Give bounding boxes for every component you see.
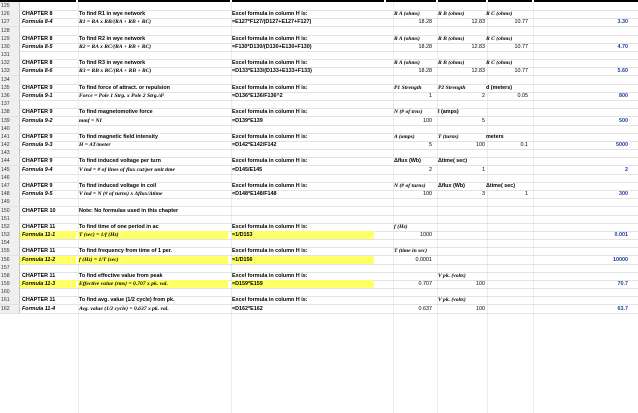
formula-cell[interactable]: Excel formula in column H is: xyxy=(232,182,308,189)
chapter-cell[interactable]: Formula 8-5 xyxy=(22,43,53,50)
param-label-e[interactable]: V pk. (volts) xyxy=(438,297,466,304)
table-row xyxy=(0,231,638,239)
chapter-cell[interactable]: CHAPTER 8 xyxy=(22,35,53,42)
row-number[interactable]: 160 xyxy=(0,288,20,296)
description-cell[interactable]: To find avg. value (1/2 cycle) from pk. xyxy=(79,297,175,304)
chapter-cell[interactable]: Formula 9-1 xyxy=(22,92,53,99)
table-row xyxy=(0,288,638,296)
row-number[interactable]: 145 xyxy=(0,166,20,174)
table-row xyxy=(0,280,638,288)
table-row xyxy=(0,149,638,157)
value-f[interactable]: 0.05 xyxy=(517,92,528,99)
row-number[interactable]: 137 xyxy=(0,100,20,108)
chapter-cell[interactable]: CHAPTER 11 xyxy=(22,223,56,230)
row-number[interactable]: 133 xyxy=(0,67,20,75)
result-h[interactable]: 2 xyxy=(625,166,628,173)
formula-cell[interactable]: =1/D153 xyxy=(232,232,253,239)
row-number[interactable]: 141 xyxy=(0,133,20,141)
description-cell[interactable]: To find R1 in wye network xyxy=(79,11,146,18)
result-h[interactable]: 500 xyxy=(619,117,628,124)
chapter-cell[interactable]: Formula 11-4 xyxy=(22,305,56,312)
table-row xyxy=(0,108,638,116)
table-row xyxy=(0,141,638,149)
table-row xyxy=(0,296,638,304)
param-label-d[interactable]: A (amps) xyxy=(394,133,415,140)
table-row xyxy=(0,43,638,51)
description-cell[interactable]: To find R2 in wye network xyxy=(79,35,146,42)
row-number[interactable]: 127 xyxy=(0,18,20,26)
description-cell[interactable]: Note: No formulas used in this chapter xyxy=(79,207,179,214)
row-number[interactable]: 129 xyxy=(0,35,20,43)
formula-cell[interactable]: =D139*E139 xyxy=(232,117,263,124)
formula-cell[interactable]: =F130*D130/(D130+E130+F130) xyxy=(232,43,312,50)
formula-cell[interactable]: Excel formula in column H is: xyxy=(232,133,308,140)
formula-cell[interactable]: Excel formula in column H is: xyxy=(232,109,308,116)
param-label-d[interactable]: Δflux (Wb) xyxy=(394,158,421,165)
table-row xyxy=(0,51,638,59)
table-row xyxy=(0,117,638,125)
value-d[interactable]: 100 xyxy=(423,191,432,198)
table-row xyxy=(0,92,638,100)
chapter-cell[interactable]: CHAPTER 9 xyxy=(22,84,53,91)
value-e[interactable]: 12.83 xyxy=(471,43,485,50)
value-e[interactable]: 100 xyxy=(476,305,485,312)
row-number[interactable]: 126 xyxy=(0,10,20,18)
description-cell[interactable]: To find time of one period in ac xyxy=(79,223,159,230)
value-d[interactable]: 0.707 xyxy=(418,281,432,288)
param-label-e[interactable]: R B (ohms) xyxy=(438,35,465,42)
result-h[interactable]: 10000 xyxy=(613,256,628,263)
result-h[interactable]: 63.7 xyxy=(617,305,628,312)
value-d[interactable]: 0.637 xyxy=(418,305,432,312)
formula-cell[interactable]: Excel formula in column H is: xyxy=(232,35,308,42)
row-number[interactable]: 151 xyxy=(0,215,20,223)
table-row xyxy=(0,100,638,108)
row-number[interactable]: 128 xyxy=(0,27,20,35)
chapter-cell[interactable]: Formula 11-3 xyxy=(22,281,56,288)
row-number[interactable]: 125 xyxy=(0,2,20,10)
row-number[interactable]: 143 xyxy=(0,149,20,157)
chapter-cell[interactable]: CHAPTER 11 xyxy=(22,297,56,304)
description-cell[interactable]: R3 = RB x RC/(RA + RB + RC) xyxy=(79,68,152,75)
table-row xyxy=(0,67,638,75)
chapter-cell[interactable]: CHAPTER 9 xyxy=(22,133,53,140)
param-label-f[interactable]: Δtime( sec) xyxy=(486,182,516,189)
value-d[interactable]: 18.28 xyxy=(418,68,432,75)
result-h[interactable]: 70.7 xyxy=(617,281,628,288)
row-number[interactable]: 135 xyxy=(0,84,20,92)
param-label-d[interactable]: P1 Strength xyxy=(394,84,422,91)
description-cell[interactable]: R2 = RA x RC/(RA + RB + RC) xyxy=(79,43,152,50)
table-row xyxy=(0,207,638,215)
chapter-cell[interactable]: CHAPTER 10 xyxy=(22,207,56,214)
row-number[interactable]: 138 xyxy=(0,108,20,116)
param-label-d[interactable]: R A (ohms) xyxy=(394,60,420,67)
chapter-cell[interactable]: CHAPTER 11 xyxy=(22,248,56,255)
row-number[interactable]: 146 xyxy=(0,174,20,182)
value-e[interactable]: 12.83 xyxy=(471,68,485,75)
result-h[interactable]: 5000 xyxy=(616,142,628,149)
param-label-e[interactable]: P2 Strength xyxy=(438,84,466,91)
formula-cell[interactable]: =1/D156 xyxy=(232,256,253,263)
chapter-cell[interactable]: Formula 11-2 xyxy=(22,256,56,263)
table-row xyxy=(0,166,638,174)
row-number[interactable]: 157 xyxy=(0,264,20,272)
param-label-f[interactable]: R C (ohms) xyxy=(486,11,513,18)
row-number[interactable]: 139 xyxy=(0,117,20,125)
description-cell[interactable]: To find magnetomotive force xyxy=(79,109,153,116)
chapter-cell[interactable]: CHAPTER 9 xyxy=(22,109,53,116)
value-e[interactable]: 5 xyxy=(482,117,485,124)
table-row xyxy=(0,247,638,255)
row-number[interactable]: 156 xyxy=(0,256,20,264)
value-e[interactable]: 100 xyxy=(476,142,485,149)
row-number[interactable]: 150 xyxy=(0,207,20,215)
row-number[interactable]: 155 xyxy=(0,247,20,255)
param-label-e[interactable]: R B (ohms) xyxy=(438,11,465,18)
value-d[interactable]: 2 xyxy=(429,166,432,173)
chapter-cell[interactable]: CHAPTER 8 xyxy=(22,11,53,18)
value-d[interactable]: 0.0001 xyxy=(415,256,432,263)
formula-cell[interactable]: =D159*E159 xyxy=(232,281,263,288)
description-cell[interactable]: Avg. value (1/2 cycle) = 0.637 x pk. val. xyxy=(79,305,169,312)
value-d[interactable]: 100 xyxy=(423,117,432,124)
table-row xyxy=(0,10,638,18)
table-row xyxy=(0,223,638,231)
formula-cell[interactable]: =D145/E145 xyxy=(232,166,263,173)
value-d[interactable]: 18.28 xyxy=(418,43,432,50)
formula-cell[interactable]: Excel formula in column H is: xyxy=(232,272,308,279)
row-number[interactable]: 152 xyxy=(0,223,20,231)
description-cell[interactable]: R1 = RA x RB/(RA + RB + RC) xyxy=(79,19,152,26)
value-d[interactable]: 1 xyxy=(429,92,432,99)
table-row xyxy=(0,133,638,141)
row-number[interactable]: 161 xyxy=(0,296,20,304)
table-row xyxy=(0,84,638,92)
value-d[interactable]: 1000 xyxy=(420,232,432,239)
row-number[interactable]: 153 xyxy=(0,231,20,239)
row-number[interactable]: 144 xyxy=(0,157,20,165)
table-row xyxy=(0,272,638,280)
table-row xyxy=(0,215,638,223)
formula-cell[interactable]: =D162*E162 xyxy=(232,305,263,312)
value-e[interactable]: 2 xyxy=(482,92,485,99)
formula-cell[interactable]: Excel formula in column H is: xyxy=(232,84,308,91)
value-f[interactable]: 1 xyxy=(525,191,528,198)
value-e[interactable]: 100 xyxy=(476,281,485,288)
description-cell[interactable]: To find frequency from time of 1 per. xyxy=(79,248,173,255)
chapter-cell[interactable]: CHAPTER 9 xyxy=(22,182,53,189)
description-cell[interactable]: To find R3 in wye network xyxy=(79,60,146,67)
description-cell[interactable]: To find effective value from peak xyxy=(79,272,163,279)
description-cell[interactable]: To find induced voltage in coil xyxy=(79,182,157,189)
chapter-cell[interactable]: CHAPTER 8 xyxy=(22,60,53,67)
formula-cell[interactable]: Excel formula in column H is: xyxy=(232,223,308,230)
row-number[interactable]: 131 xyxy=(0,51,20,59)
value-e[interactable]: 1 xyxy=(482,166,485,173)
result-h[interactable]: 800 xyxy=(619,92,628,99)
row-number[interactable]: 159 xyxy=(0,280,20,288)
row-number[interactable]: 134 xyxy=(0,76,20,84)
value-d[interactable]: 18.28 xyxy=(418,19,432,26)
chapter-cell[interactable]: CHAPTER 9 xyxy=(22,158,53,165)
formula-cell[interactable]: Excel formula in column H is: xyxy=(232,158,308,165)
param-label-e[interactable]: T (turns) xyxy=(438,133,459,140)
formula-cell[interactable]: =D133*E133/(D133+E133+F133) xyxy=(232,68,312,75)
param-label-f[interactable]: R C (ohms) xyxy=(486,35,513,42)
table-row xyxy=(0,35,638,43)
param-label-e[interactable]: R B (ohms) xyxy=(438,60,465,67)
table-row xyxy=(0,239,638,247)
table-row xyxy=(0,174,638,182)
row-number[interactable]: 147 xyxy=(0,182,20,190)
value-f[interactable]: 10.77 xyxy=(514,68,528,75)
value-d[interactable]: 5 xyxy=(429,142,432,149)
formula-cell[interactable]: =D142*E142/F142 xyxy=(232,142,277,149)
param-label-d[interactable]: R A (ohms) xyxy=(394,35,420,42)
param-label-d[interactable]: f (Hz) xyxy=(394,223,408,230)
result-h[interactable]: 4.70 xyxy=(617,43,628,50)
param-label-d[interactable]: N (# of trns) xyxy=(394,109,423,116)
row-number[interactable]: 162 xyxy=(0,305,20,313)
row-number[interactable]: 148 xyxy=(0,190,20,198)
chapter-cell[interactable]: CHAPTER 11 xyxy=(22,272,56,279)
table-row xyxy=(0,125,638,133)
result-h[interactable]: 5.60 xyxy=(617,68,628,75)
result-h[interactable]: 3.30 xyxy=(617,19,628,26)
row-gridline xyxy=(0,313,638,314)
description-cell[interactable]: Force = Pole 1 Strg. x Pole 2 Strg./d² xyxy=(79,92,165,99)
description-cell[interactable]: V ind = N (# of turns) x Δflux/Δtime xyxy=(79,191,163,198)
table-row xyxy=(0,190,638,198)
formula-cell[interactable]: Excel formula in column H is: xyxy=(232,297,308,304)
row-number[interactable]: 158 xyxy=(0,272,20,280)
row-number[interactable]: 136 xyxy=(0,92,20,100)
description-cell[interactable]: To find induced voltage per turn xyxy=(79,158,161,165)
formula-cell[interactable]: =D136*E136/F136^2 xyxy=(232,92,283,99)
chapter-cell[interactable]: Formula 9-2 xyxy=(22,117,53,124)
table-row xyxy=(0,256,638,264)
param-label-e[interactable]: V pk. (volts) xyxy=(438,272,466,279)
row-number[interactable]: 140 xyxy=(0,125,20,133)
value-f[interactable]: 10.77 xyxy=(514,19,528,26)
param-label-f[interactable]: meters xyxy=(486,133,504,140)
row-number[interactable]: 130 xyxy=(0,43,20,51)
param-label-e[interactable]: Δtime( sec) xyxy=(438,158,468,165)
value-f[interactable]: 10.77 xyxy=(514,43,528,50)
result-h[interactable]: 0.001 xyxy=(614,232,628,239)
chapter-cell[interactable]: Formula 11-1 xyxy=(22,232,56,239)
table-row xyxy=(0,27,638,35)
table-row xyxy=(0,182,638,190)
table-row xyxy=(0,264,638,272)
description-cell[interactable]: Effective value (rms) = 0.707 x pk. val. xyxy=(79,281,168,288)
row-number[interactable]: 149 xyxy=(0,198,20,206)
param-label-e[interactable]: I (amps) xyxy=(438,109,459,116)
value-f[interactable]: 0.1 xyxy=(520,142,528,149)
formula-cell[interactable]: Excel formula in column H is: xyxy=(232,248,308,255)
description-cell[interactable]: To find force of attract. or repulsion xyxy=(79,84,170,91)
chapter-cell[interactable]: Formula 8-4 xyxy=(22,19,53,26)
param-label-d[interactable]: T (time in sec) xyxy=(394,248,428,255)
formula-cell[interactable]: Excel formula in column H is: xyxy=(232,11,308,18)
row-number[interactable]: 142 xyxy=(0,141,20,149)
description-cell[interactable]: To find magnetic field intensity xyxy=(79,133,158,140)
table-row xyxy=(0,76,638,84)
description-cell[interactable]: f (Hz) = 1/T (sec) xyxy=(79,256,119,263)
param-label-e[interactable]: Δflux (Wb) xyxy=(438,182,465,189)
row-number[interactable]: 154 xyxy=(0,239,20,247)
table-row xyxy=(0,198,638,206)
chapter-cell[interactable]: Formula 9-4 xyxy=(22,166,53,173)
table-row xyxy=(0,305,638,313)
formula-cell[interactable]: =D148*E148/F148 xyxy=(232,191,277,198)
value-e[interactable]: 3 xyxy=(482,191,485,198)
chapter-cell[interactable]: Formula 9-3 xyxy=(22,142,53,149)
result-h[interactable]: 300 xyxy=(619,191,628,198)
table-row xyxy=(0,2,638,10)
param-label-d[interactable]: R A (ohms) xyxy=(394,11,420,18)
chapter-cell[interactable]: Formula 8-6 xyxy=(22,68,53,75)
param-label-d[interactable]: N (# of turns) xyxy=(394,182,426,189)
description-cell[interactable]: H = AT/meter xyxy=(79,142,111,149)
row-number[interactable]: 132 xyxy=(0,59,20,67)
formula-cell[interactable]: =E127*F127/(D127+E127+F127) xyxy=(232,19,312,26)
table-row xyxy=(0,59,638,67)
param-label-f[interactable]: R C (ohms) xyxy=(486,60,513,67)
description-cell[interactable]: mmf = NI xyxy=(79,117,102,124)
description-cell[interactable]: V ind = # of lines of flux cut/per unit time xyxy=(79,166,176,173)
table-row xyxy=(0,157,638,165)
chapter-cell[interactable]: Formula 9-5 xyxy=(22,191,53,198)
value-e[interactable]: 12.83 xyxy=(471,19,485,26)
param-label-f[interactable]: d (meters) xyxy=(486,84,513,91)
description-cell[interactable]: T (sec) = 1/f (Hz) xyxy=(79,232,119,239)
formula-cell[interactable]: Excel formula in column H is: xyxy=(232,60,308,67)
table-row xyxy=(0,18,638,26)
